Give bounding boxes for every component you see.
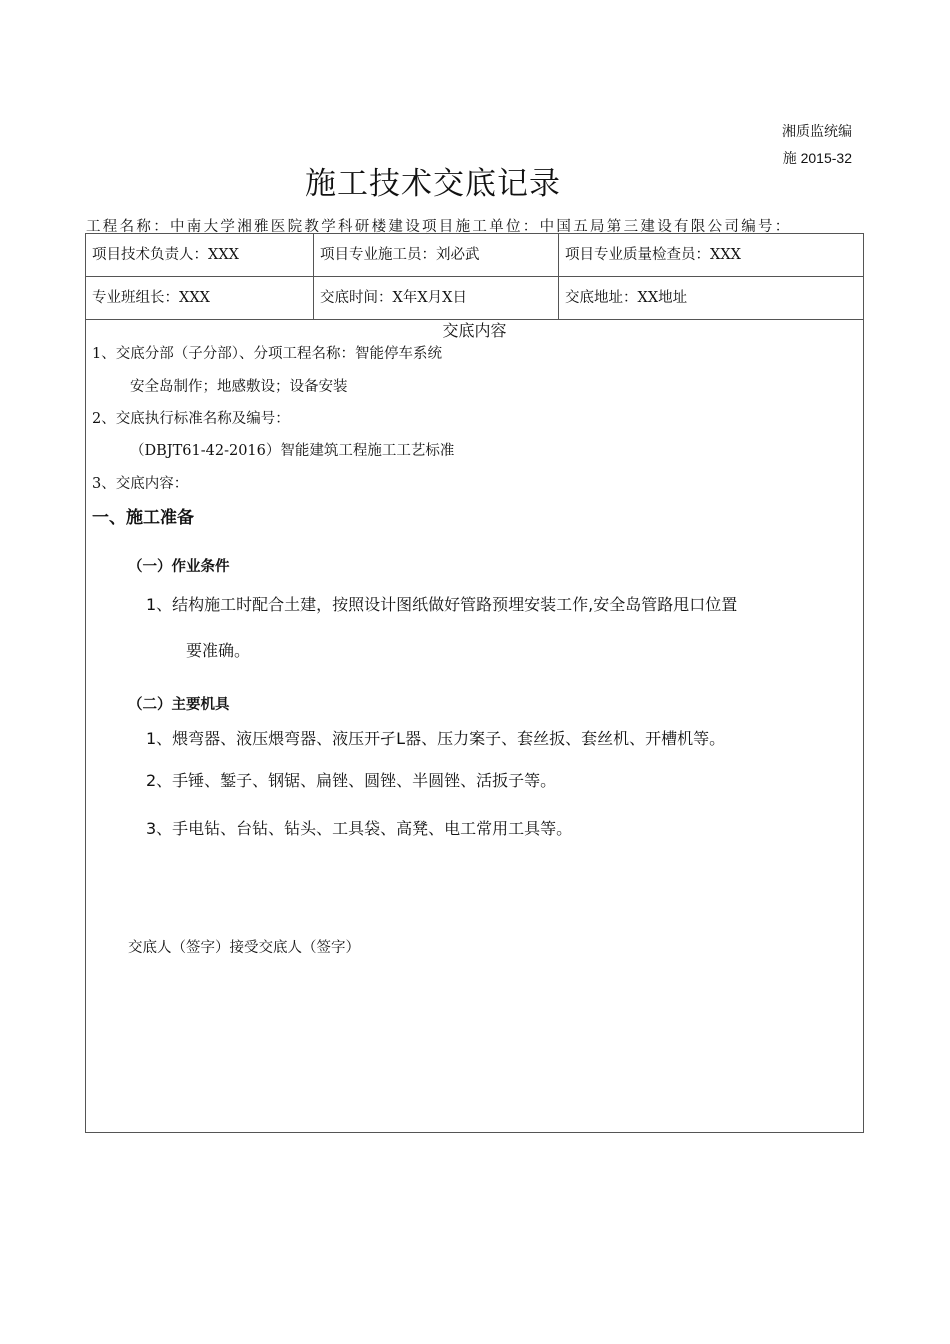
main-tools-item-3: 3、手电钻、台钻、钻头、工具袋、高凳、电工常用工具等。 [146,819,573,838]
tech-lead-cell: 项目技术负责人：XXX [86,234,314,276]
project-info-line: 工程名称：中南大学湘雅医院教学科研楼建设项目施工单位：中国五局第三建设有限公司编号： [86,219,792,235]
quality-inspector-cell: 项目专业质量检查员：XXX [565,247,741,263]
content-line-2: 2、交底执行标准名称及编号： [92,411,290,427]
form-code-line2: 施 2015-32 [782,150,852,166]
work-conditions-item-1: 1、结构施工时配合土建，按照设计图纸做好管路预埋安装工作,安全岛管路甩口位置 [146,595,738,614]
form-code-line1: 湘质监统编 [782,123,852,139]
subsection-work-conditions: （一）作业条件 [128,559,230,575]
content-line-2-sub: （DBJT61-42-2016）智能建筑工程施工工艺标准 [130,443,455,459]
work-conditions-item-1-cont: 要准确。 [186,641,251,660]
record-table [85,233,864,1133]
constructor-cell: 项目专业施工员：刘必武 [314,234,559,276]
content-line-3: 3、交底内容： [92,476,189,492]
content-heading: 交底内容 [442,321,507,340]
table-row [86,277,863,320]
section-construction-prep: 一、施工准备 [92,508,194,528]
handover-address-cell: 交底地址：XX地址 [565,290,688,306]
main-tools-item-1: 1、煨弯器、液压煨弯器、液压开孑L器、压力案子、套丝扳、套丝机、开槽机等。 [146,729,726,748]
signature-line: 交底人（签字）接受交底人（签字） [128,940,360,956]
content-line-1: 1、交底分部（子分部）、分项工程名称：智能停车系统 [92,346,442,362]
table-row [86,234,863,277]
content-line-1-sub: 安全岛制作；地感敷设；设备安装 [130,379,348,395]
handover-time-cell: 交底时间：X年X月X日 [314,277,559,319]
subsection-main-tools: （二）主要机具 [128,697,230,713]
team-leader-cell: 专业班组长：XXX [86,277,314,319]
main-tools-item-2: 2、手锤、錾子、钢锯、扁锉、圆锉、半圆锉、活扳子等。 [146,771,557,790]
page-title: 施工技术交底记录 [305,166,561,202]
